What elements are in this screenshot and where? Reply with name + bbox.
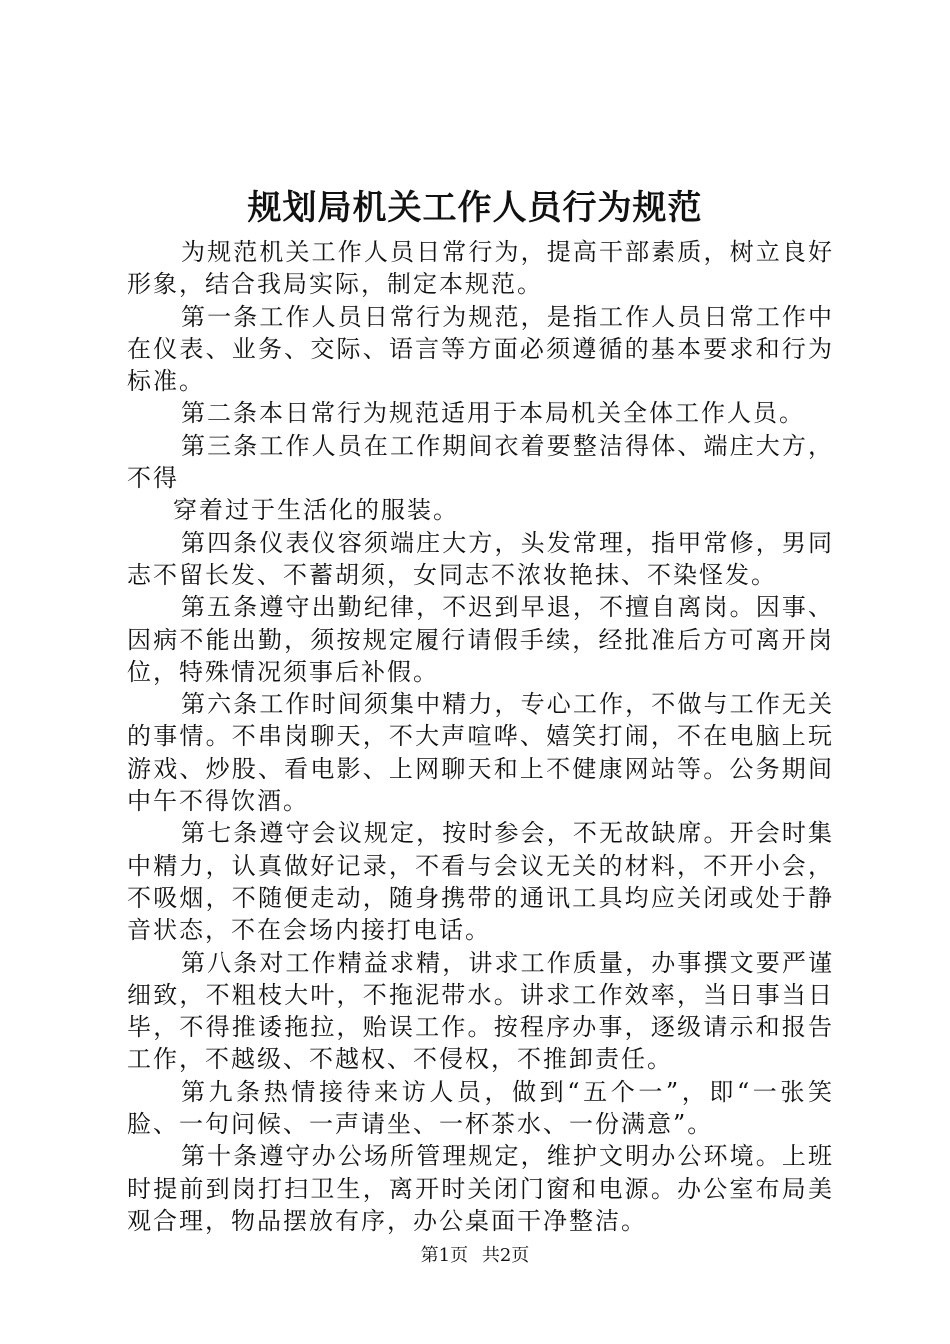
paragraph-article-6: 第六条工作时间须集中精力，专心工作，不做与工作无关的事情。不串岗聊天，不大声喧哗、嬉笑打闹，不在电脑上玩游戏、炒股、看电影、上网聊天和上不健康网站等。公务期间中午不得饮酒。 [127, 690, 834, 816]
paragraph-article-5: 第五条遵守出勤纪律，不迟到早退，不擅自离岗。因事、因病不能出勤，须按规定履行请假手续，经批准后方可离开岗位，特殊情况须事后补假。 [127, 593, 834, 686]
paragraph-article-4: 第四条仪表仪容须端庄大方，头发常理，指甲常修，男同志不留长发、不蓄胡须，女同志不浓妆艳抹、不染怪发。 [127, 528, 834, 589]
document-title: 规划局机关工作人员行为规范 [247, 188, 703, 228]
page-footer [0, 1244, 950, 1268]
paragraph-article-3: 第三条工作人员在工作期间衣着要整洁得体、端庄大方，不得 [127, 431, 834, 493]
paragraph-article-7: 第七条遵守会议规定，按时参会，不无故缺席。开会时集中精力，认真做好记录，不看与会议无关的材料，不开小会，不吸烟，不随便走动，随身携带的通讯工具均应关闭或处于静音状态，不在会场内接打电话。 [127, 819, 834, 945]
paragraph-intro: 为规范机关工作人员日常行为，提高干部素质，树立良好形象，结合我局实际，制定本规范。 [127, 238, 834, 299]
page-number-total: 共2页 [481, 1245, 530, 1266]
paragraph-article-10: 第十条遵守办公场所管理规定，维护文明办公环境。上班时提前到岗打扫卫生，离开时关闭门窗和电源。办公室布局美观合理，物品摆放有序，办公桌面干净整洁。 [127, 1142, 834, 1235]
page-number-current: 第1页 [420, 1245, 469, 1266]
document-body [127, 236, 834, 1237]
paragraph-article-1: 第一条工作人员日常行为规范，是指工作人员日常工作中在仪表、业务、交际、语言等方面必须遵循的基本要求和行为标准。 [127, 302, 834, 396]
paragraph-article-3-continued: 穿着过于生活化的服装。 [173, 496, 459, 525]
paragraph-article-2: 第二条本日常行为规范适用于本局机关全体工作人员。 [181, 399, 805, 428]
paragraph-article-9: 第九条热情接待来访人员，做到“五个一”，即“一张笑脸、一句问候、一声请坐、一杯茶水、一份满意”。 [127, 1077, 834, 1139]
paragraph-article-8: 第八条对工作精益求精，讲求工作质量，办事撰文要严谨细致，不粗枝大叶，不拖泥带水。讲求工作效率，当日事当日毕，不得推诿拖拉，贻误工作。按程序办事，逐级请示和报告工作，不越级、不越权、不侵权，不推卸责任。 [127, 948, 834, 1074]
